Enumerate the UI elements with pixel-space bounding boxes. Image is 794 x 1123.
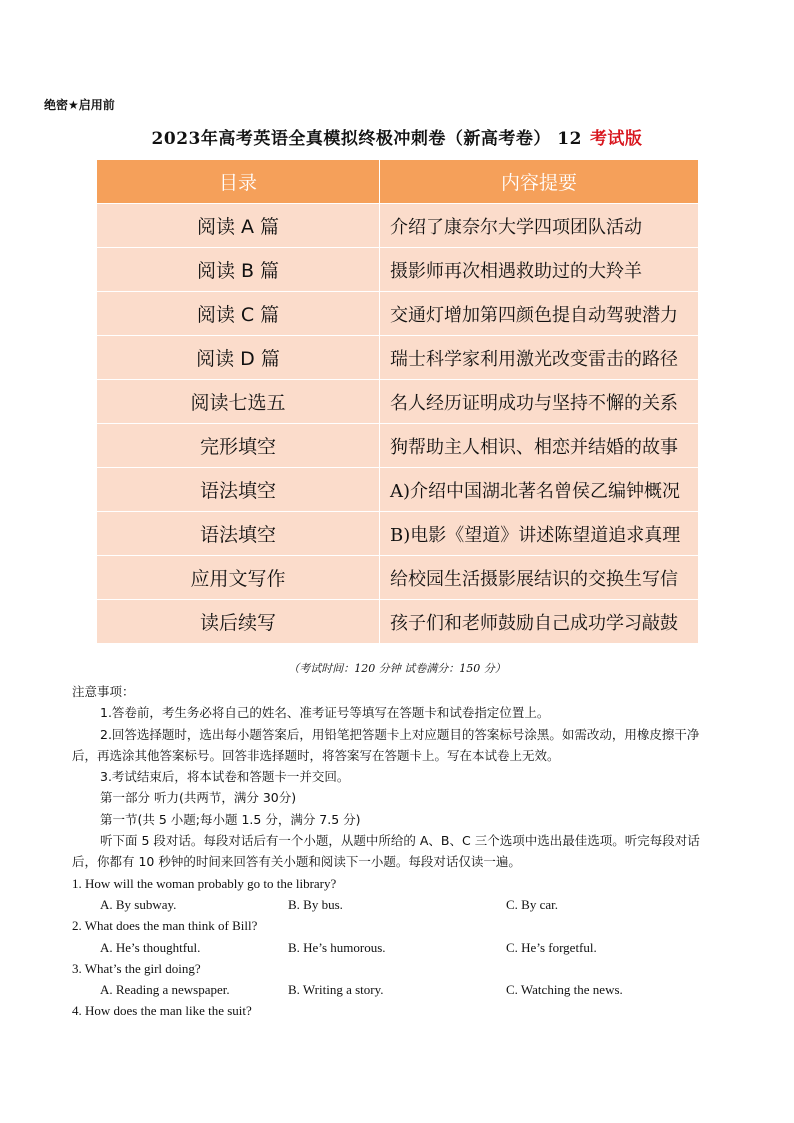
section-cell: 阅读 B 篇	[97, 248, 380, 292]
summary-cell: 介绍了康奈尔大学四项团队活动	[380, 204, 699, 248]
section-cell: 应用文写作	[97, 556, 380, 600]
table-row	[97, 424, 699, 468]
option-c: C. Watching the news.	[506, 982, 623, 998]
table-row	[97, 292, 699, 336]
section-cell: 完形填空	[97, 424, 380, 468]
question-options	[72, 937, 724, 958]
exam-time-info: （考试时间：120 分钟 试卷满分：150 分）	[288, 662, 506, 675]
question-text: 3. What’s the girl doing?	[72, 960, 201, 976]
exam-version-label: 考试版	[589, 129, 643, 149]
confidential-label: 绝密★启用前	[44, 98, 115, 112]
contents-table	[96, 159, 699, 644]
table-row	[97, 380, 699, 424]
table-row	[97, 600, 699, 644]
option-c: C. By car.	[506, 896, 558, 912]
exam-title-main: 2023年高考英语全真模拟终极冲刺卷（新高考卷） 12	[151, 129, 582, 149]
summary-col-header: 内容提要	[380, 160, 699, 204]
summary-cell: 瑞士科学家利用激光改变雷击的路径	[380, 336, 699, 380]
summary-cell: 交通灯增加第四颜色提自动驾驶潜力	[380, 292, 699, 336]
part-title: 第一部分 听力(共两节，满分 30分)	[100, 790, 297, 806]
section-cell: 读后续写	[97, 600, 380, 644]
table-row	[97, 248, 699, 292]
question-options	[72, 894, 724, 915]
option-c: C. He’s forgetful.	[506, 939, 597, 955]
table-row	[97, 468, 699, 512]
section-cell: 阅读七选五	[97, 380, 380, 424]
section-cell: 语法填空	[97, 512, 380, 556]
notes-heading: 注意事项：	[72, 684, 135, 699]
note-item: 2.回答选择题时，选出每小题答案后，用铅笔把答题卡上对应题目的答案标号涂黑。如需改动，用橡皮擦干净后，再选涂其他答案标号。回答非选择题时，将答案写在答题卡上。写在本试卷上无效。	[72, 726, 700, 763]
question-options	[72, 979, 724, 1000]
section-cell: 阅读 A 篇	[97, 204, 380, 248]
question-text: 4. How does the man like the suit?	[72, 1003, 252, 1019]
exam-body	[72, 681, 724, 1022]
contents-col-header: 目录	[97, 160, 380, 204]
note-item: 3.考试结束后，将本试卷和答题卡一并交回。	[100, 769, 350, 785]
summary-cell: 孩子们和老师鼓励自己成功学习敲鼓	[380, 600, 699, 644]
option-a: A. By subway.	[100, 896, 177, 912]
table-row	[97, 556, 699, 600]
note-item: 1.答卷前，考生务必将自己的姓名、准考证号等填写在答题卡和试卷指定位置上。	[100, 705, 550, 721]
option-b: B. He’s humorous.	[288, 939, 386, 955]
summary-cell: 名人经历证明成功与坚持不懈的关系	[380, 380, 699, 424]
table-row	[97, 336, 699, 380]
question-text: 2. What does the man think of Bill?	[72, 918, 258, 934]
summary-cell: A)介绍中国湖北著名曾侯乙编钟概况	[380, 468, 699, 512]
listening-instructions: 听下面 5 段对话。每段对话后有一个小题，从题中所给的 A、B、C 三个选项中选出最佳选项。听完每段对话后，你都有 10 秒钟的时间来回答有关小题和阅读下一小题。每段对话仅读一遍。	[72, 833, 700, 870]
section-cell: 语法填空	[97, 468, 380, 512]
option-b: B. Writing a story.	[288, 982, 384, 998]
table-row	[97, 204, 699, 248]
section-title: 第一节(共 5 小题;每小题 1.5 分，满分 7.5 分)	[100, 811, 361, 827]
question-text: 1. How will the woman probably go to the library?	[72, 875, 337, 891]
contents-header-row	[97, 160, 699, 204]
option-a: A. Reading a newspaper.	[100, 982, 230, 998]
section-cell: 阅读 C 篇	[97, 292, 380, 336]
table-row	[97, 512, 699, 556]
section-cell: 阅读 D 篇	[97, 336, 380, 380]
summary-cell: B)电影《望道》讲述陈望道追求真理	[380, 512, 699, 556]
option-a: A. He’s thoughtful.	[100, 939, 201, 955]
summary-cell: 摄影师再次相遇救助过的大羚羊	[380, 248, 699, 292]
option-b: B. By bus.	[288, 896, 343, 912]
exam-title	[0, 124, 794, 149]
summary-cell: 给校园生活摄影展结识的交换生写信	[380, 556, 699, 600]
summary-cell: 狗帮助主人相识、相恋并结婚的故事	[380, 424, 699, 468]
